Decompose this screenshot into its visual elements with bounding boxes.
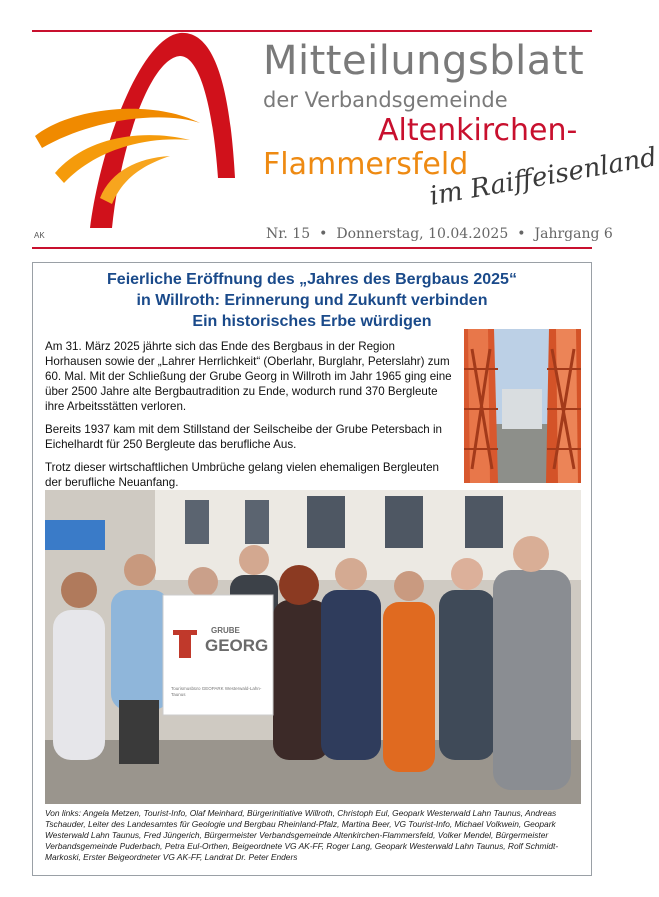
issue-volume: Jahrgang 6 [534,226,613,242]
masthead-title: Mitteilungsblatt [263,38,585,84]
masthead-subtitle: der Verbandsgemeinde [263,88,508,112]
masthead-place-2: Flammersfeld [263,147,469,182]
issue-number: Nr. 15 [266,226,311,242]
issue-line [266,226,613,242]
photo-caption: Von links: Angela Metzen, Tourist-Info, Olaf Meinhard, Bürgerinitiative Willroth, Christoph Eul, Geopark Westerwald Lahn Taunus, Andreas Tschauder, Leiter des Landesamtes für Geologie und Bergbau Rheinland-Pfalz, Martina Beer, VG Tourist-Info, Michael Volkwein, Geopark Westerwald Lahn Taunus, Fred Jüngerich, Bürgermeister Verbandsgemeinde Altenkirchen-Flammersfeld, Volker Mendel, Bürgermeister Verbandsgemeinde Puderbach, Petra Eul-Orthen, Beigeordnete VG AK-FF, Roger Lang, Geopark Westerwald Lahn Taunus, Rolf Schmidt-Markoski, Erster Beigeordneter VG AK-FF, Landrat Dr. Peter Enders [45,808,559,862]
masthead-place-1: Altenkirchen- [378,113,578,148]
article-paragraph: Am 31. März 2025 jährte sich das Ende des Bergbaus in der Region Horhausen sowie der „Lahrer Herrlichkeit“ (Oberlahr, Burglahr, Peterslahr) zum 60. Mal. Mit der Schließung der Grube Georg in Willroth im Jahr 1965 ging eine über 2500 Jahre alte Bergbautradition zu Ende, wodurch rund 370 Bergleute ihre Arbeitsstätten verloren. [45,340,452,413]
bullet-separator: • [319,226,328,242]
headline-line-1: Feierliche Eröffnung des „Jahres des Bergbaus 2025“ [107,271,517,288]
issue-date: Donnerstag, 10.04.2025 [336,226,509,242]
headline-line-2: in Willroth: Erinnerung und Zukunft verbinden [136,292,488,309]
sign-label-2: GEORG [205,636,269,655]
sign-label-1: GRUBE [211,626,240,635]
masthead-tagline: im Raiffeisenland [427,142,659,212]
logo-credit: AK [34,231,45,240]
sign-small-text: Tourismusbüro GEOPARK Westerwald-Lahn-Taunus [171,686,262,697]
bullet-separator: • [517,226,526,242]
mining-wheel-photo [464,329,581,483]
group-photo [45,490,581,804]
masthead-rule [32,247,592,249]
lead-article [32,262,592,876]
group-photo-scene [45,490,581,804]
article-headline [33,269,591,332]
headline-line-3: Ein historisches Erbe würdigen [192,313,432,330]
article-paragraph: Bereits 1937 kam mit dem Stillstand der Seilscheibe der Grube Petersbach in Eichelhardt für 250 Bergleute das berufliche Aus. [45,423,442,451]
article-body [45,339,454,498]
vg-logo [30,28,270,238]
article-paragraph: Trotz dieser wirtschaftlichen Umbrüche gelang vielen ehemaligen Bergleuten der berufliche Neuanfang. [45,461,439,489]
